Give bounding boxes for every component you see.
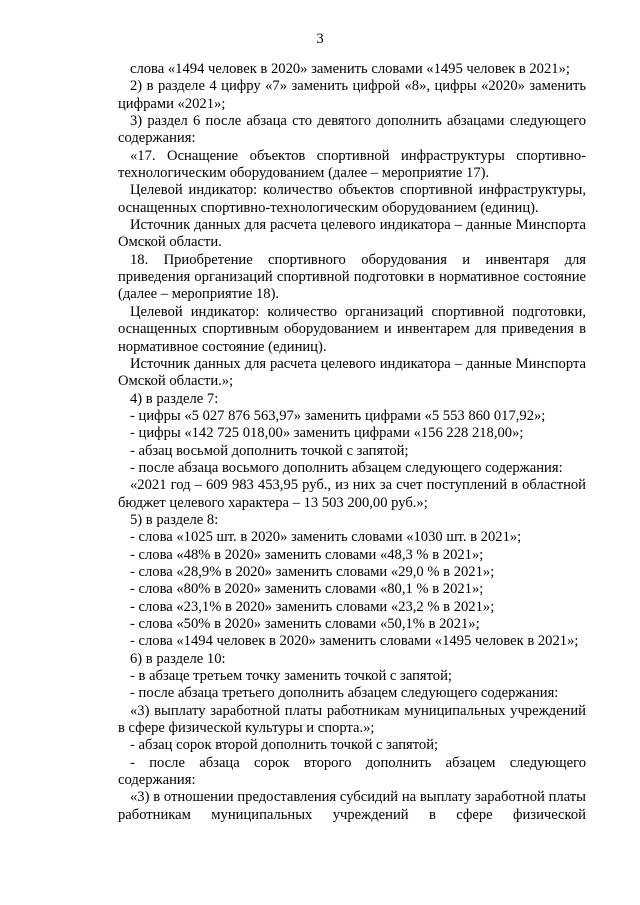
paragraph: - слова «1494 человек в 2020» заменить словами «1495 человек в 2021»; [130,633,579,650]
paragraph: - слова «1025 шт. в 2020» заменить словами «1030 шт. в 2021»; [130,529,522,546]
paragraph: 5) в разделе 8: [130,511,219,528]
paragraph: Целевой индикатор: количество объектов спортивной инфраструктуры, оснащенных спортивно-технологическим оборудованием (единиц). [118,182,586,216]
paragraph: Источник данных для расчета целевого индикатора – данные Минспорта Омской области. [118,217,586,251]
paragraph: - абзац восьмой дополнить точкой с запятой; [130,442,409,459]
paragraph: - слова «80% в 2020» заменить словами «80,1 % в 2021»; [130,581,484,598]
paragraph: «17. Оснащение объектов спортивной инфраструктуры спортивно-технологическим оборудованием (далее – мероприятие 17). [118,147,586,182]
paragraph: - слова «28,9% в 2020» заменить словами «29,0 % в 2021»; [130,563,495,580]
paragraph: 18. Приобретение спортивного оборудования и инвентаря для приведения организаций спортивной подготовки в нормативное состояние (далее – мероприятие 18). [118,251,586,303]
paragraph: - цифры «142 725 018,00» заменить цифрами «156 228 218,00»; [130,425,524,442]
paragraph: - слова «48% в 2020» заменить словами «48,3 % в 2021»; [130,546,484,563]
paragraph: 2) в разделе 4 цифру «7» заменить цифрой «8», цифры «2020» заменить цифрами «2021»; [118,78,586,112]
paragraph: - слова «50% в 2020» заменить словами «50,1% в 2021»; [130,616,480,632]
paragraph: - после абзаца восьмого дополнить абзацем следующего содержания: [130,459,563,476]
page-number: 3 [316,31,324,47]
paragraph: слова «1494 человек в 2020» заменить словами «1495 человек в 2021»; [130,61,570,77]
paragraph: Источник данных для расчета целевого индикатора – данные Минспорта Омской области.»; [118,355,586,390]
paragraph: - цифры «5 027 876 563,97» заменить цифрами «5 553 860 017,92»; [130,407,546,424]
paragraph: «3) выплату заработной платы работникам муниципальных учреждений в сфере физической культуры и спорта.»; [118,702,586,737]
paragraph: - после абзаца третьего дополнить абзацем следующего содержания: [130,685,559,702]
document-body [118,61,586,824]
paragraph: - слова «23,1% в 2020» заменить словами «23,2 % в 2021»; [130,598,495,615]
paragraph: «3) в отношении предоставления субсидий на выплату заработной платы работникам муниципальных учреждений в сфере физической [118,789,586,823]
paragraph: - после абзаца сорок второго дополнить абзацем следующего содержания: [118,754,586,789]
paragraph: Целевой индикатор: количество организаций спортивной подготовки, оснащенных спортивным оборудованием и инвентарем для приведения в нормативное состояние (единиц). [118,303,586,355]
paragraph: 4) в разделе 7: [130,390,219,407]
paragraph: - абзац сорок второй дополнить точкой с запятой; [130,737,439,754]
paragraph: 3) раздел 6 после абзаца сто девятого дополнить абзацами следующего содержания: [118,113,586,147]
paragraph: «2021 год – 609 983 453,95 руб., из них за счет поступлений в областной бюджет целевого характера – 13 503 200,00 руб.»; [118,477,586,511]
paragraph: 6) в разделе 10: [130,650,226,667]
paragraph: - в абзаце третьем точку заменить точкой с запятой; [130,668,452,685]
